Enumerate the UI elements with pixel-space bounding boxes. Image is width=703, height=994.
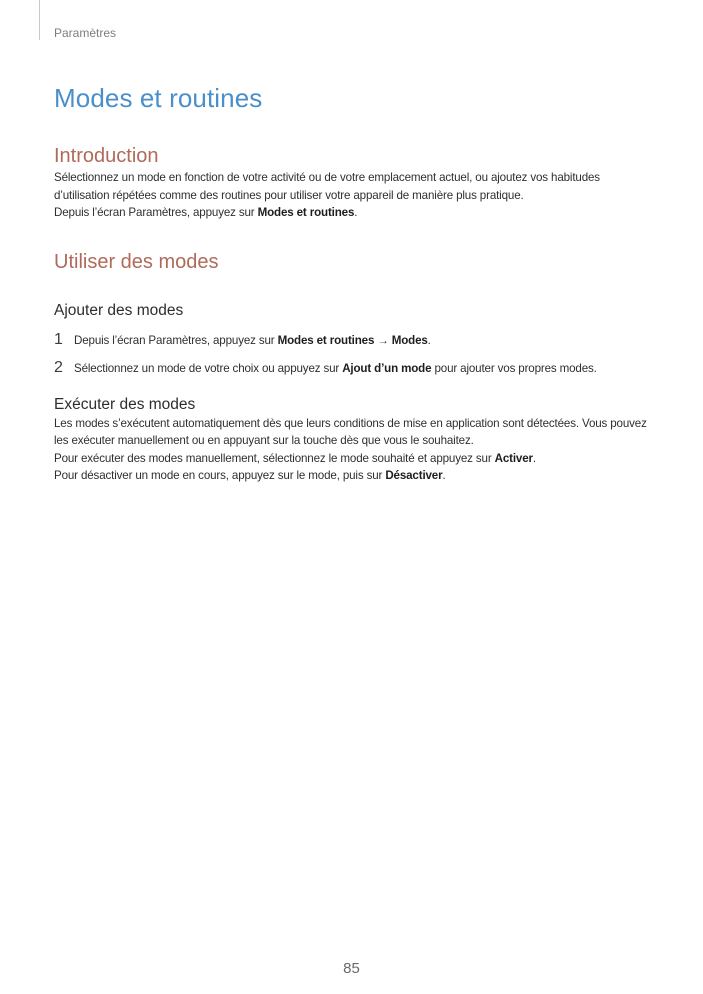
instruction-text: Depuis l’écran Paramètres, appuyez sur bbox=[54, 206, 258, 219]
menu-path-desactiver: Désactiver bbox=[385, 469, 443, 482]
page-content bbox=[54, 80, 654, 485]
using-modes-section bbox=[54, 249, 654, 485]
list-item bbox=[54, 359, 654, 378]
introduction-title: Introduction bbox=[54, 145, 159, 167]
step-prefix: Depuis l’écran Paramètres, appuyez sur bbox=[74, 333, 278, 347]
step-number: 1 bbox=[54, 330, 63, 348]
header-section-label: Paramètres bbox=[54, 26, 117, 40]
introduction-section bbox=[54, 143, 654, 222]
introduction-instruction bbox=[54, 204, 654, 222]
step-suffix: . bbox=[427, 333, 431, 347]
header-divider bbox=[39, 0, 40, 40]
arrow-right-icon: → bbox=[377, 333, 389, 347]
menu-path-modes: Modes bbox=[391, 333, 428, 347]
step-prefix: Sélectionnez un mode de votre choix ou appuyez sur bbox=[74, 362, 343, 375]
step-text bbox=[74, 360, 597, 378]
menu-path-ajout-mode: Ajout d’un mode bbox=[342, 362, 432, 375]
step-text bbox=[74, 332, 431, 350]
add-modes-title: Ajouter des modes bbox=[54, 301, 184, 319]
menu-path-modes-et-routines: Modes et routines bbox=[277, 333, 375, 347]
run-modes-paragraph: Les modes s’exécutent automatiquement dès que leurs conditions de mise en application sont détectées. Vous pouvez les exécuter manuellement ou en appuyant sur la touche dès que vous le souhaitez. bbox=[54, 416, 647, 447]
run-modes-title: Exécuter des modes bbox=[54, 395, 196, 413]
run-modes-activate bbox=[54, 450, 654, 468]
instruction-suffix: . bbox=[354, 206, 358, 219]
menu-path-modes-et-routines: Modes et routines bbox=[257, 206, 355, 219]
run-modes-deactivate bbox=[54, 467, 654, 485]
menu-path-activer: Activer bbox=[494, 451, 533, 465]
step-suffix: pour ajouter vos propres modes. bbox=[431, 362, 597, 375]
activate-text: Pour exécuter des modes manuellement, sélectionnez le mode souhaité et appuyez sur bbox=[54, 451, 495, 465]
page-title: Modes et routines bbox=[54, 83, 263, 113]
using-modes-title: Utiliser des modes bbox=[54, 250, 219, 273]
deactivate-text: Pour désactiver un mode en cours, appuyez sur le mode, puis sur bbox=[54, 469, 386, 482]
step-number: 2 bbox=[54, 359, 63, 376]
activate-suffix: . bbox=[532, 451, 536, 465]
introduction-paragraph: Sélectionnez un mode en fonction de votre activité ou de votre emplacement actuel, ou ajoutez vos habitudes d’utilisation répétées comme des routines pour utiliser votre appareil de manière plus pratique. bbox=[54, 171, 600, 202]
add-modes-steps bbox=[54, 331, 654, 378]
list-item bbox=[54, 331, 654, 350]
page-number: 85 bbox=[343, 960, 360, 977]
deactivate-suffix: . bbox=[442, 469, 446, 482]
